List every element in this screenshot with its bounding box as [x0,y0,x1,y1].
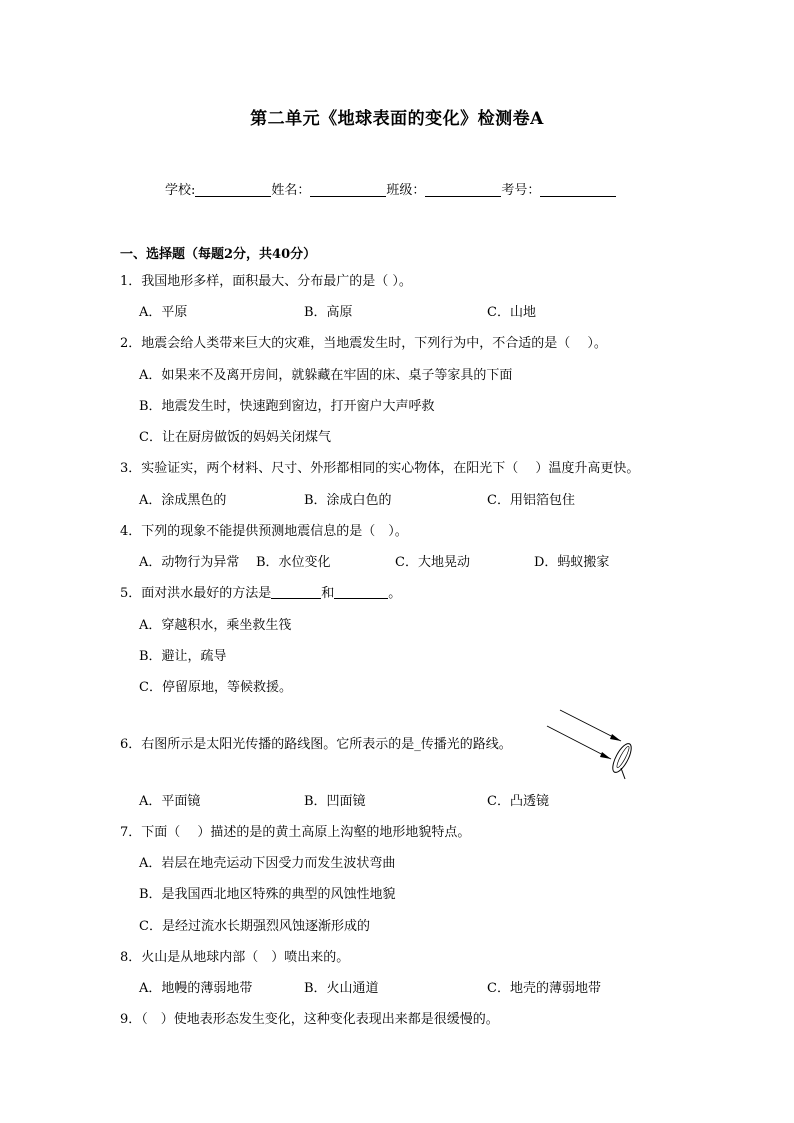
page-title: 第二单元《地球表面的变化》检测卷A [250,109,544,129]
question-4-stem: 4．下列的现象不能提供预测地震信息的是（ ）。 [120,524,408,539]
question-6-option-b[interactable]: B．凹面镜 [304,794,366,809]
number-label: 考号： [501,183,541,198]
question-4-option-c[interactable]: C．大地晃动 [395,555,470,570]
section-heading: 一、选择题（每题2分，共40分） [120,247,317,262]
question-5-blank-1[interactable] [271,585,321,599]
school-label: 学校: [165,183,196,198]
question-7-option-b[interactable]: B．是我国西北地区特殊的典型的风蚀性地貌 [139,887,396,902]
question-2-stem: 2．地震会给人类带来巨大的灾难，当地震发生时，下列行为中，不合适的是（ ）。 [120,336,607,351]
question-6-option-c[interactable]: C．凸透镜 [487,794,549,809]
question-6-option-a[interactable]: A．平面镜 [139,794,201,809]
question-6-stem: 6．右图所示是太阳光传播的路线图。它所表示的是_传播光的路线。 [120,737,512,752]
name-blank[interactable] [310,182,386,197]
question-1-option-b[interactable]: B．高原 [304,305,353,320]
question-5-stem-mid: 和 [321,586,335,601]
question-9-stem: 9．（ ）使地表形态发生变化，这种变化表现出来都是很缓慢的。 [120,1012,499,1027]
question-8-option-b[interactable]: B．火山通道 [304,981,379,996]
question-8-stem: 8．火山是从地球内部（ ）喷出来的。 [120,950,350,965]
question-4-option-b[interactable]: B．水位变化 [256,555,331,570]
student-info-row [165,179,616,198]
question-3-stem: 3．实验证实，两个材料、尺寸、外形都相同的实心物体，在阳光下（ ）温度升高更快。 [120,461,640,476]
ray-arrowhead-upper [610,734,621,741]
question-3-option-b[interactable]: B．涂成白色的 [304,493,392,508]
class-label: 班级： [386,183,426,198]
question-5-stem [120,582,401,601]
question-1-stem: 1．我国地形多样，面积最大、分布最广的是（ ）。 [120,274,412,289]
question-4-option-a[interactable]: A．动物行为异常 [139,555,240,570]
question-5-stem-start: 5．面对洪水最好的方法是 [120,586,272,601]
question-5-option-a[interactable]: A．穿越积水，乘坐救生筏 [139,618,292,633]
lens-inner [615,745,631,769]
question-2-option-c[interactable]: C．让在厨房做饭的妈妈关闭煤气 [139,430,331,445]
question-8-option-a[interactable]: A．地幔的薄弱地带 [139,981,253,996]
class-blank[interactable] [425,182,501,197]
number-blank[interactable] [540,182,616,197]
question-3-option-c[interactable]: C．用铝箔包住 [487,493,575,508]
question-3-option-a[interactable]: A．涂成黑色的 [139,493,227,508]
question-8-option-c[interactable]: C．地壳的薄弱地带 [487,981,601,996]
question-5-option-b[interactable]: B．避让，疏导 [139,649,227,664]
question-5-stem-end: 。 [388,586,402,601]
ray-arrowhead-lower [600,752,611,759]
question-7-option-a[interactable]: A．岩层在地壳运动下因受力而发生波状弯曲 [139,856,396,871]
question-1-option-a[interactable]: A．平原 [139,305,188,320]
question-1-option-c[interactable]: C．山地 [487,305,536,320]
question-4-option-d[interactable]: D．蚂蚁搬家 [534,555,610,570]
sunlight-lens-diagram [545,704,640,784]
question-5-blank-2[interactable] [334,585,388,599]
question-2-option-b[interactable]: B．地震发生时，快速跑到窗边，打开窗户大声呼救 [139,399,435,414]
lens-handle [621,768,625,779]
school-blank[interactable] [195,182,271,197]
question-7-stem: 7．下面（ ）描述的是的黄土高原上沟壑的地形地貌特点。 [120,825,471,840]
question-5-option-c[interactable]: C．停留原地，等候救援。 [139,680,292,695]
name-label: 姓名： [271,183,311,198]
question-2-option-a[interactable]: A．如果来不及离开房间，就躲藏在牢固的床、桌子等家具的下面 [139,368,513,383]
question-7-option-c[interactable]: C．是经过流水长期强烈风蚀逐渐形成的 [139,919,370,934]
